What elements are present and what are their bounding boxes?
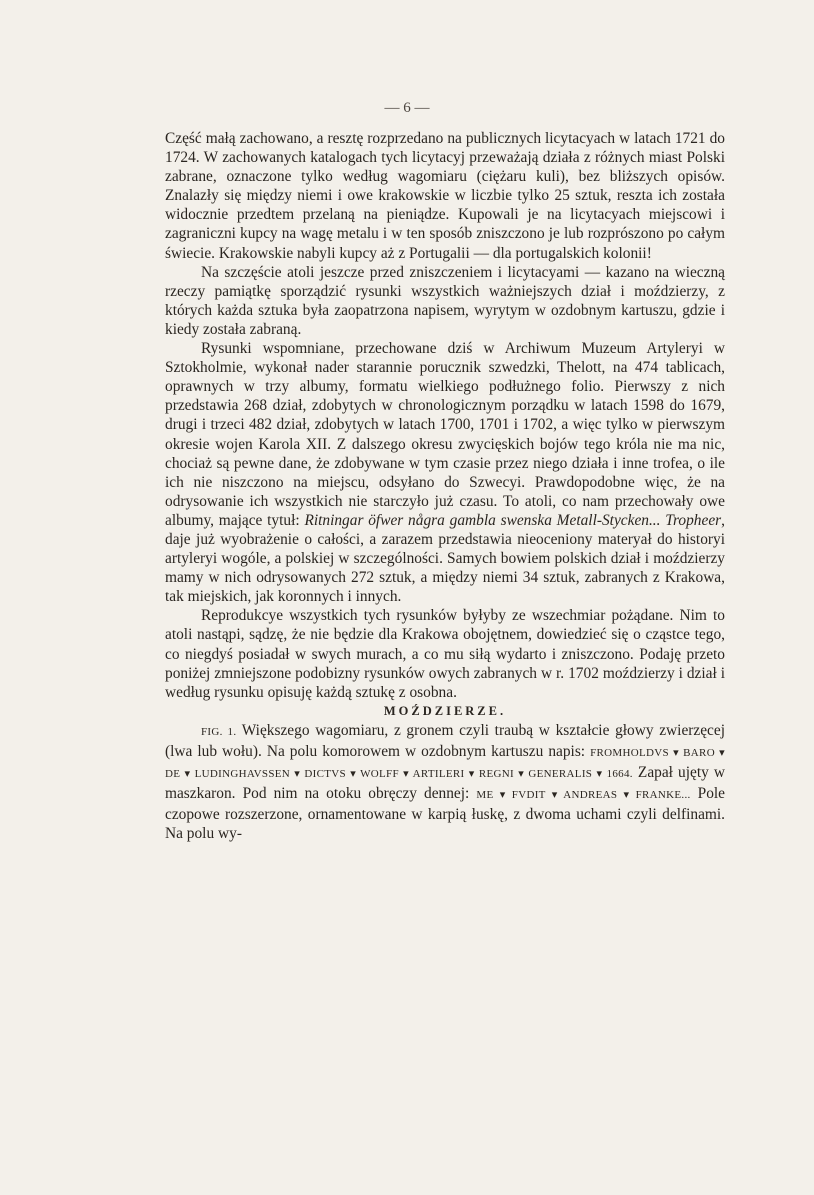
body-text [165,129,725,843]
paragraph-3 [165,339,725,606]
fig-text-1: Większego wagomiaru, z gronem czyli traubą w kształcie głowy zwierzęcej (lwa lub wołu). Na polu komorowem w ozdobnym kartuszu napis: [165,721,725,760]
fig-text-2: Zapał ujęty w maszkaron. Pod nim na otoku obręczy dennej: [165,764,726,803]
fig-1-paragraph [165,721,725,844]
figure-description [165,721,725,844]
fig-label: FIG. 1. [201,725,237,738]
album-title-b: gambla swenska Metall-Stycken... Tropheer [449,511,722,529]
paragraph-1: Część małą zachowano, a resztę rozprzedano na publicznych licytacyach w latach 1721 do 1724. W zachowanych katalogach tych licytacyj przeważają działa z różnych miast Polski zabrane, oznaczone tylko według wagomiaru (ciężaru kuli), bez bliższych opisów. Znalazły się między niemi i owe krakowskie w liczbie tylko 25 sztuk, reszta ich została widocznie przedtem przelaną na pieniądze. Kupowali je na licytacyach miejscowi i zagraniczni kupcy na wagę metalu i w ten sposób zniszczono je lub rozprószono po całym świecie. Krakowskie nabyli kupcy aż z Portugalii — dla portugalskich kolonii! [165,130,725,262]
paragraph-4: Reprodukcye wszystkich tych rysunków byłyby ze wszechmiar pożądane. Nim to atoli nastąpi, sądzę, że nie będzie dla Krakowa obojętnem, dowiedzieć się o cząstce tego, co niegdyś posiadał w swych murach, a co mu siłą wydarto i zniszczono. Podaję przeto poniżej zmniejszone podobizny rysunków owych zabranych w r. 1702 moździerzy i dział i według rysunku opisuję każdą sztukę z osobna. [165,607,725,701]
inscription-1: FROMHOLDVS ▾ BARO ▾ DE ▾ LUDINGHAVSSEN ▾ DICTVS ▾ WOLFF ▾ ARTILERI ▾ REGNI ▾ GENERALIS ▾ 1664. [165,747,725,781]
section-heading: MOŹDZIERZE. [383,703,507,718]
paragraph-2: Na szczęście atoli jeszcze przed zniszczeniem i licytacyami — kazano na wieczną rzeczy pamiątkę sporządzić rysunki wszystkich ważniejszych dział i moździerzy, z których każda sztuka była zaopatrzona napisem, wyrytym w ozdobnym kartuszu, gdzie i kiedy została zabraną. [165,263,725,338]
paragraph-3-text-a: Rysunki wspomniane, przechowane dziś w Archiwum Muzeum Artyleryi w Sztokholmie, wykonał nader starannie porucznik szwedzki, Thelott, na 474 tablicach, oprawnych w trzy albumy, formatu wielkiego podłużnego folio. Pierwszy z nich przedstawia 268 dział, zdobytych w chronologicznym porządku w latach 1598 do 1679, drugi i trzeci 482 dział, zdobytych w latach 1700, 1701 i 1702, a więc tylko w pierwszym okresie wojen Karola XII. Z dalszego okresu zwycięskich bojów tego króla nie ma nic, chociaż są pewne dane, że zdobywane w tym czasie przez niego działa i inne trofea, o ile ich nie niszczono na miejscu, odsyłano do Szwecyi. Prawdopodobne więc, że na odrysowanie ich wszystkich nie starczyło już czasu. To atoli, co nam przechowały owe albumy, mające tytuł: [165,340,725,529]
inscription-2: ME ▾ FVDIT ▾ ANDREAS ▾ FRANKE... [476,789,691,802]
album-title-a: Ritningar öfwer några [304,511,445,529]
paragraph-3-text-b: , daje już wyobrażenie o całości, a zarazem przedstawia nieoceniony materyał do historyi artyleryi wogóle, a polskiej w szczególności. Samych bowiem polskich dział i moździerzy mamy w nich odrysowanych 272 sztuk, a między niemi 34 sztuk, zabranych z Krakowa, tak miejskich, jak koronnych i innych. [165,511,726,606]
fig-text-3: Pole czopowe rozszerzone, ornamentowane w karpią łuskę, z dwoma uchami czyli delfinami. Na polu wy- [165,785,725,843]
page-number: — 6 — [384,100,430,116]
